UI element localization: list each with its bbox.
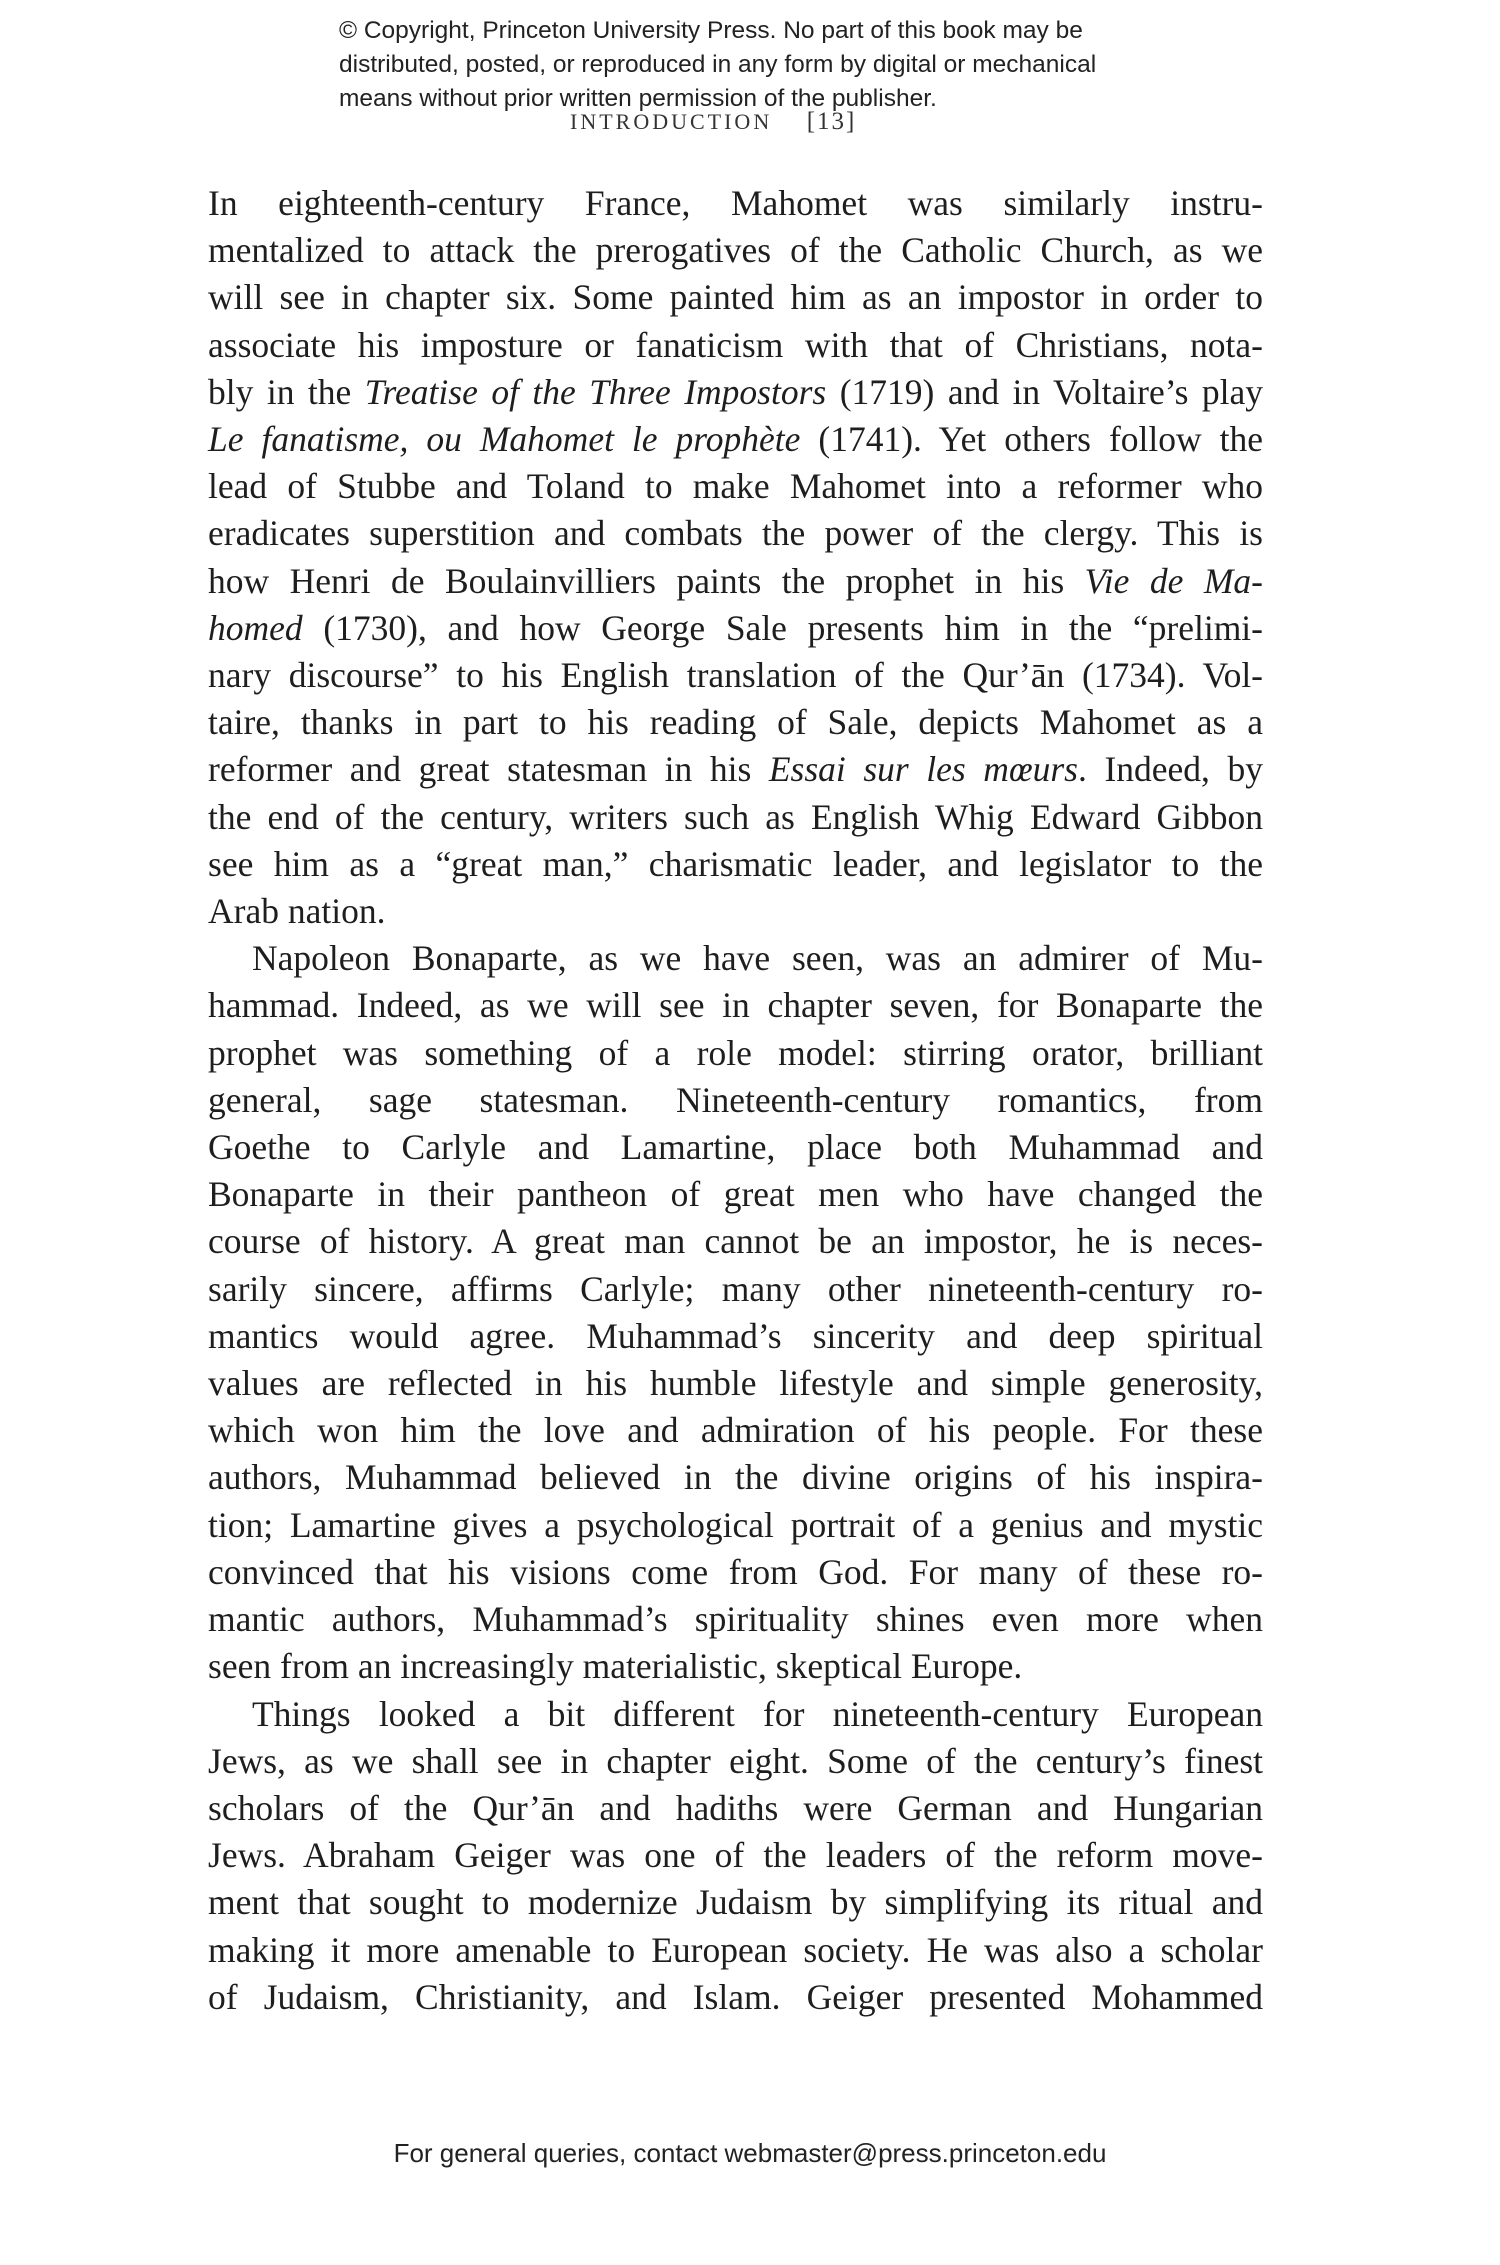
text-line: scholars of the Qur’ān and hadiths were German and Hungarian xyxy=(208,1787,1263,1828)
italic-title: homed xyxy=(208,607,303,648)
footer-contact: For general queries, contact webmaster@press.princeton.edu xyxy=(393,2138,1107,2168)
text-line: bly in the Treatise of the Three Impostors (1719) and in Voltaire’s play xyxy=(208,371,1264,412)
text-line: Arab nation. xyxy=(208,891,386,932)
text-line: Le fanatisme, ou Mahomet le prophète (1741). Yet others follow the xyxy=(208,419,1263,460)
text-line: ment that sought to modernize Judaism by simplifying its ritual and xyxy=(208,1882,1263,1923)
text-line: sarily sincere, affirms Carlyle; many other nineteenth-century ro- xyxy=(208,1268,1263,1309)
text-line: mantic authors, Muhammad’s spirituality shines even more when xyxy=(208,1599,1263,1640)
text-line: nary discourse” to his English translation of the Qur’ān (1734). Vol- xyxy=(208,655,1263,696)
text-line: general, sage statesman. Nineteenth-century romantics, from xyxy=(208,1079,1263,1120)
text-line: making it more amenable to European society. He was also a scholar xyxy=(208,1929,1263,1970)
paragraph xyxy=(208,1691,1263,2021)
paragraph xyxy=(208,935,1263,1690)
italic-title: Vie de Ma- xyxy=(1084,560,1263,601)
text-line: In eighteenth-century France, Mahomet was similarly instru- xyxy=(208,183,1263,223)
text-line: Jews, as we shall see in chapter eight. Some of the century’s finest xyxy=(208,1740,1263,1781)
text-line: authors, Muhammad believed in the divine origins of his inspira- xyxy=(208,1457,1263,1498)
text-line: of Judaism, Christianity, and Islam. Geiger presented Mohammed xyxy=(208,1976,1263,2017)
running-head xyxy=(570,108,856,136)
italic-title: Essai sur les mœurs xyxy=(768,749,1078,790)
copyright-line: means without prior written permission of the publisher. xyxy=(339,85,937,112)
italic-title: Treatise of the Three Impostors xyxy=(364,371,827,412)
page-number: [13] xyxy=(806,108,857,135)
text-line: the end of the century, writers such as English Whig Edward Gibbon xyxy=(208,796,1263,837)
text-line: how Henri de Boulainvilliers paints the prophet in his Vie de Ma- xyxy=(208,560,1263,601)
text-line: mantics would agree. Muhammad’s sincerity and deep spiritual xyxy=(208,1315,1263,1356)
text-line: which won him the love and admiration of his people. For these xyxy=(208,1410,1263,1451)
text-line: tion; Lamartine gives a psychological portrait of a genius and mystic xyxy=(208,1504,1263,1545)
copyright-line: © Copyright, Princeton University Press. No part of this book may be xyxy=(339,17,1083,44)
copyright-line: distributed, posted, or reproduced in any form by digital or mechanical xyxy=(339,51,1097,78)
text-line: Bonaparte in their pantheon of great men who have changed the xyxy=(208,1174,1263,1215)
text-line: lead of Stubbe and Toland to make Mahomet into a reformer who xyxy=(208,466,1263,507)
text-line: convinced that his visions come from God. For many of these ro- xyxy=(208,1551,1263,1592)
text-line: see him as a “great man,” charismatic leader, and legislator to the xyxy=(208,843,1263,884)
text-line: seen from an increasingly materialistic, skeptical Europe. xyxy=(208,1646,1023,1687)
paragraph xyxy=(208,180,1263,935)
text-line: Napoleon Bonaparte, as we have seen, was an admirer of Mu- xyxy=(252,938,1263,979)
text-line: will see in chapter six. Some painted him as an impostor in order to xyxy=(208,277,1263,318)
italic-title: Le fanatisme, ou Mahomet le prophète xyxy=(208,419,801,460)
text-line: taire, thanks in part to his reading of Sale, depicts Mahomet as a xyxy=(208,702,1263,743)
text-line: course of history. A great man cannot be an impostor, he is neces- xyxy=(208,1221,1263,1262)
text-line: mentalized to attack the prerogatives of the Catholic Church, as we xyxy=(208,230,1263,271)
text-line: Goethe to Carlyle and Lamartine, place both Muhammad and xyxy=(208,1127,1263,1168)
text-line: reformer and great statesman in his Essai sur les mœurs. Indeed, by xyxy=(208,749,1263,790)
copyright-notice xyxy=(339,14,1239,116)
text-line: prophet was something of a role model: stirring orator, brilliant xyxy=(208,1032,1263,1073)
text-line: eradicates superstition and combats the power of the clergy. This is xyxy=(208,513,1263,554)
text-line: values are reflected in his humble lifestyle and simple generosity, xyxy=(208,1363,1263,1404)
text-line: associate his imposture or fanaticism with that of Christians, nota- xyxy=(208,324,1263,365)
text-line: Jews. Abraham Geiger was one of the leaders of the reform move- xyxy=(208,1835,1263,1876)
text-line: hammad. Indeed, as we will see in chapter seven, for Bonaparte the xyxy=(208,985,1263,1026)
text-line: Things looked a bit different for nineteenth-century European xyxy=(252,1693,1263,1734)
running-title: INTRODUCTION xyxy=(570,109,773,134)
text-line: homed (1730), and how George Sale presents him in the “prelimi- xyxy=(208,607,1263,648)
body-text xyxy=(208,180,1263,2021)
